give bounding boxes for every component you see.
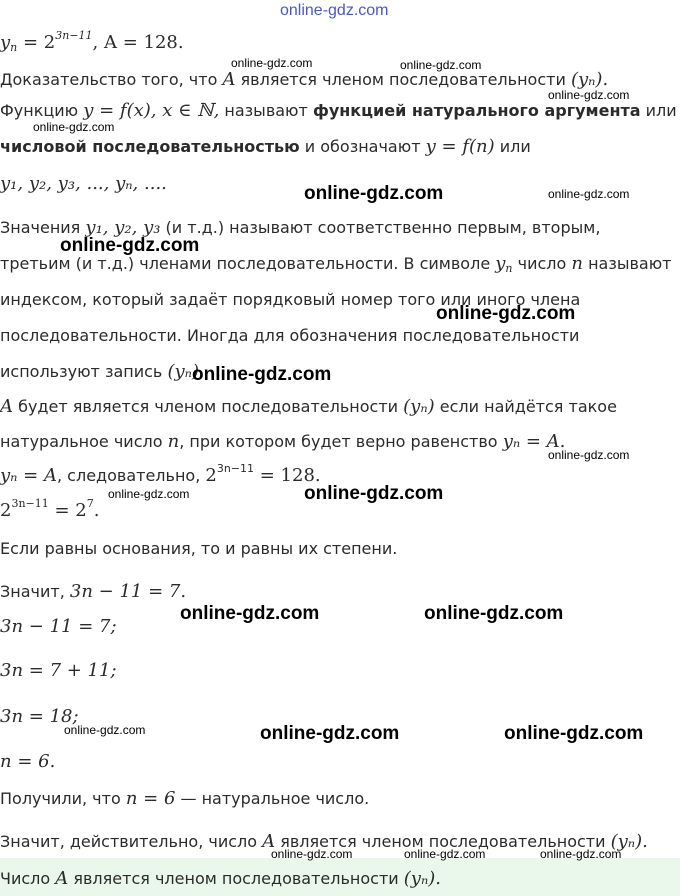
site-watermark-top[interactable]: online-gdz.com — [280, 2, 389, 19]
equation-step-1: 3n − 11 = 7; — [0, 616, 117, 637]
third-line: третьим (и т.д.) членами последовательности. В символе $y_n$ число n называют — [0, 253, 672, 275]
sequence-notation-line: y₁, y₂, y₃, ..., yₙ, .... — [0, 173, 167, 194]
intro-line: Доказательство того, что A является членом последовательности (yₙ). — [0, 69, 609, 90]
sequence-definition-line: числовой последовательностью и обозначают y = f(n) или — [0, 136, 531, 157]
watermark: online-gdz.com — [548, 187, 630, 201]
equation-step-4: n = 6. — [0, 751, 56, 772]
watermark: online-gdz.com — [504, 723, 644, 744]
watermark: online-gdz.com — [400, 58, 482, 72]
watermark: online-gdz.com — [260, 723, 400, 744]
watermark: online-gdz.com — [424, 603, 564, 624]
result-line: Получили, что n = 6 — натуральное число. — [0, 788, 370, 809]
watermark: online-gdz.com — [231, 56, 313, 70]
watermark: online-gdz.com — [64, 723, 146, 737]
watermark: online-gdz.com — [192, 364, 332, 385]
watermark: online-gdz.com — [33, 120, 115, 134]
values-line: Значения y₁, y₂, y₃ (и т.д.) называют соответственно первым, вторым, — [0, 217, 601, 238]
sequence-note-line: последовательности. Иногда для обозначения последовательности — [0, 326, 580, 345]
means-line: Значит, 3n − 11 = 7. — [0, 581, 187, 602]
watermark: online-gdz.com — [60, 235, 200, 256]
index-line: индексом, который задаёт порядковый номер того или иного члена — [0, 290, 581, 309]
watermark: online-gdz.com — [108, 487, 190, 501]
watermark: online-gdz.com — [540, 847, 622, 861]
watermark: online-gdz.com — [271, 847, 353, 861]
equation-step-2: 3n = 7 + 11; — [0, 660, 117, 681]
equation-step-3: 3n = 18; — [0, 706, 79, 727]
watermark: online-gdz.com — [548, 448, 630, 462]
condition-line: $y_n = 2^{3n-11}$, A = 128. — [0, 29, 184, 54]
function-definition-line: Функцию y = f(x), x ∈ ℕ, называют функцией натурального аргумента или — [0, 100, 677, 121]
condition-statement-line: A будет является членом последовательности (yₙ) если найдётся такое — [0, 396, 617, 417]
confirmation-line: Значит, действительно, число A является членом последовательности (yₙ). — [0, 831, 648, 852]
watermark: online-gdz.com — [404, 847, 486, 861]
natural-number-line: натуральное число n, при котором будет верно равенство yₙ = A. — [0, 431, 566, 452]
power-equation-line: $2^{3n-11} = 2^7$. — [0, 497, 100, 521]
watermark: online-gdz.com — [436, 303, 576, 324]
record-line: используют запись (yₙ) — [0, 361, 199, 382]
watermark: online-gdz.com — [304, 183, 444, 204]
bases-rule-line: Если равны основания, то и равны их степени. — [0, 539, 398, 558]
watermark: online-gdz.com — [304, 483, 444, 504]
watermark: online-gdz.com — [180, 603, 320, 624]
consequence-line: yₙ = A, следовательно, $2^{3n-11} = 128$. — [0, 462, 321, 486]
answer-line: Число A является членом последовательности (yₙ). — [0, 868, 441, 889]
watermark: online-gdz.com — [548, 88, 630, 102]
